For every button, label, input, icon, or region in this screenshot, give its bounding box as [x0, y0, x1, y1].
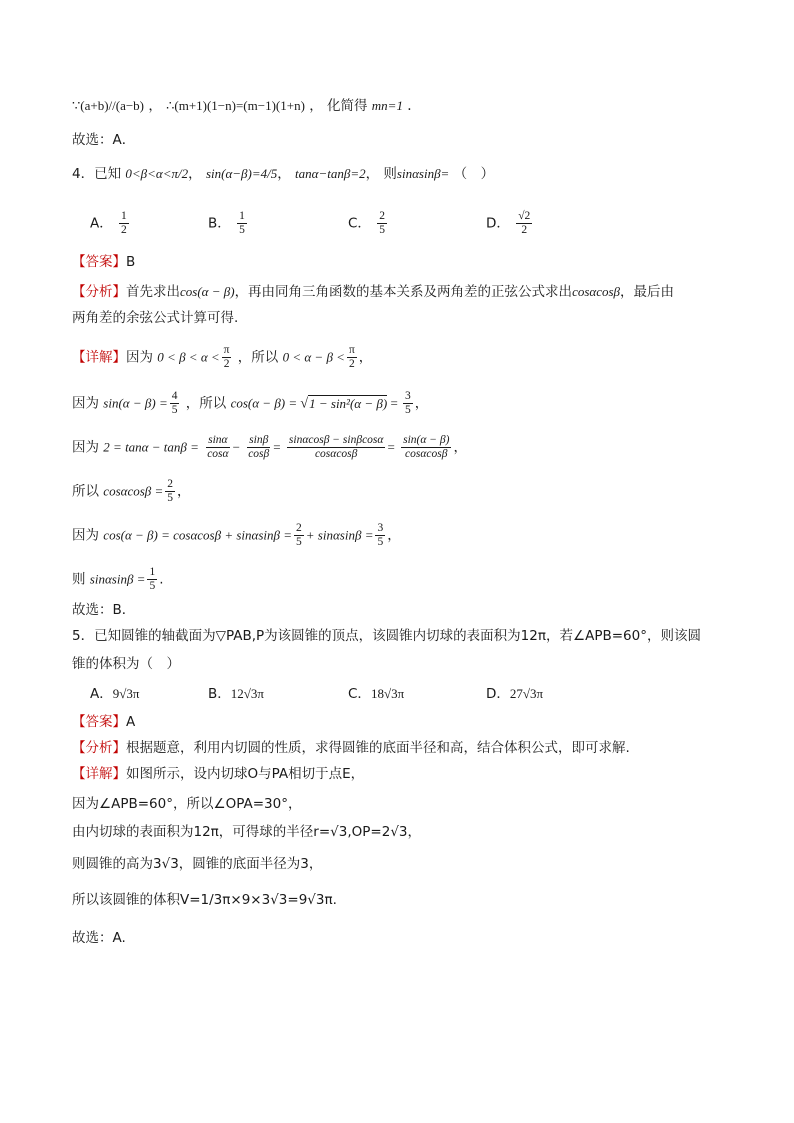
q4-condition-2: sin(α−β)=4/5	[205, 166, 278, 181]
q4-condition-1: 0<β<α<π/2	[125, 166, 189, 181]
q5-detail-line-5: 所以该圆锥的体积V=1/3π×9×3√3=9√3π.	[72, 892, 337, 908]
parallel-condition-line: ∵(a+b)//(a−b) ， ∴(m+1)(1−n)=(m−1)(1+n) ， 化简得 mn=1 .	[72, 98, 412, 114]
q5-detail-line-3: 由内切球的表面积为12π，可得球的半径r=√3,OP=2√3，	[72, 824, 422, 840]
q5-detail-line-1: 【详解】如图所示，设内切球O与PA相切于点E，	[72, 766, 365, 782]
q4-detail-line-6: 则 sinαsinβ = $\frac{1}{5}$ .	[72, 566, 164, 592]
q5-select: 故选：A.	[72, 930, 126, 946]
q4-answer: 【答案】B	[72, 254, 136, 270]
q5-option-a: A．9√3π	[90, 686, 140, 702]
q4-option-d: D． $\frac{√2}{2}$	[486, 210, 531, 236]
q4-detail-line-2: 因为 sin(α − β) = $\frac{4}{5}$ ，所以 cos(α − β) = √1 − sin²(α − β) = $\frac{3}{5}$ ，	[72, 390, 429, 416]
q4-detail-line-1: 【详解】因为 0 < β < α < $\frac{\pi}{2}$ ，所以 0 < α − β < $\frac{\pi}{2}$ ，	[72, 344, 373, 370]
q5-detail-line-4: 则圆锥的高为3√3，圆锥的底面半径为3，	[72, 856, 323, 872]
q5-stem-line-2: 锥的体积为（ ）	[72, 656, 180, 672]
q3-select: 故选：A．	[72, 132, 136, 148]
q4-detail-line-4: 所以 cosαcosβ = $\frac{2}{5}$ ，	[72, 478, 191, 504]
q4-detail-line-5: 因为 cos(α − β) = cosαcosβ + sinαsinβ = $\frac{2}{5}$ + sinαsinβ = $\frac{3}{5}$ ，	[72, 522, 401, 548]
q4-stem: 4．已知 0<β<α<π/2， sin(α−β)=4/5， tanα−tanβ=2， 则sinαsinβ= （ ）	[72, 166, 495, 182]
q4-option-a: A． $\frac{1}{2}$	[90, 210, 127, 236]
q4-answer-value: B	[126, 254, 136, 270]
q4-target: sinαsinβ=	[396, 166, 450, 181]
therefore-equation: ∴(m+1)(1−n)=(m−1)(1+n)	[166, 98, 305, 113]
q5-number: 5．	[72, 628, 95, 644]
q5-option-c: C．18√3π	[348, 686, 405, 702]
q4-detail-line-3: 因为 2 = tanα − tanβ = $\frac{\sin\alpha}{\cos\alpha}$ − $\frac{\sin\beta}{\cos\beta}$ = $\frac{\sin\alpha\cos\beta - \sin\beta\cos\alpha}{\cos\alpha\cos\beta}$ = $\frac{\sin(\alpha - \beta)}{\cos\alpha\cos\beta}$ ，	[72, 434, 467, 460]
q4-select: 故选：B．	[72, 602, 136, 618]
q5-stem-line-1: 5．已知圆锥的轴截面为▽PAB,P为该圆锥的顶点，该圆锥内切球的表面积为12π，若∠APB=60°，则该圆	[72, 628, 701, 644]
q4-option-c: C． $\frac{2}{5}$	[348, 210, 385, 236]
q4-analysis-line-2: 两角差的余弦公式计算可得.	[72, 310, 239, 326]
q5-option-d: D．27√3π	[486, 686, 544, 702]
q4-option-b: B． $\frac{1}{5}$	[208, 210, 245, 236]
q4-condition-3: tanα−tanβ=2	[295, 166, 366, 181]
q4-analysis-line-1: 【分析】首先求出cos(α − β)，再由同角三角函数的基本关系及两角差的正弦公式求出cosαcosβ，最后由	[72, 284, 675, 300]
q5-answer-value: A	[126, 714, 136, 730]
q4-number: 4．	[72, 166, 95, 182]
simplified-result: mn=1	[371, 98, 403, 113]
q5-answer: 【答案】A	[72, 714, 136, 730]
period: .	[407, 98, 412, 114]
parallel-condition: ∵(a+b)//(a−b)	[72, 98, 145, 113]
q4-paren: （ ）	[453, 166, 495, 182]
simplify-text: 化简得	[327, 98, 368, 114]
q5-detail-line-2: 因为∠APB=60°，所以∠OPA=30°，	[72, 796, 302, 812]
q5-option-b: B．12√3π	[208, 686, 264, 702]
q5-analysis: 【分析】根据题意，利用内切圆的性质，求得圆锥的底面半径和高，结合体积公式，即可求解.	[72, 740, 630, 756]
